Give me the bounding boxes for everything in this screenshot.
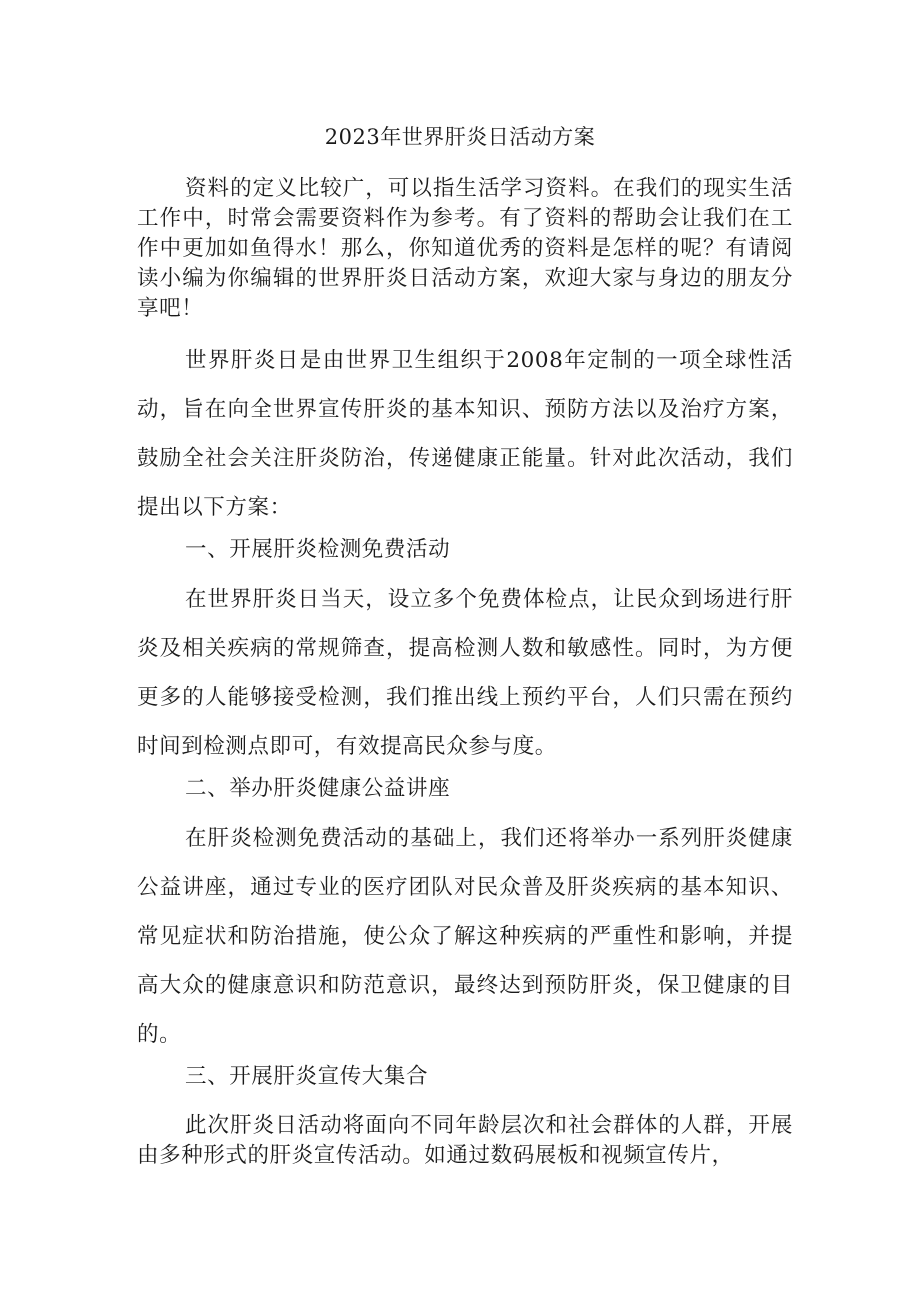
section-1-body: 在世界肝炎日当天，设立多个免费体检点，让民众到场进行肝炎及相关疾病的常规筛查，提高检测人数和敏感性。同时，为方便更多的人能够接受检测，我们推出线上预约平台，人们只需在预约时间到检测点即可，有效提高民众参与度。 [137,587,793,759]
section-1-heading: 一、开展肝炎检测免费活动 [185,537,451,562]
document-title: 2023年世界肝炎日活动方案 [324,125,596,149]
background-paragraph: 世界肝炎日是由世界卫生组织于2008年定制的一项全球性活动，旨在向全世界宣传肝炎的基本知识、预防方法以及治疗方案，鼓励全社会关注肝炎防治，传递健康正能量。针对此次活动，我们提出以下方案： [137,348,793,520]
section-3-body: 此次肝炎日活动将面向不同年龄层次和社会群体的人群，开展由多种形式的肝炎宣传活动。如通过数码展板和视频宣传片， [137,1113,793,1168]
section-2-heading: 二、举办肝炎健康公益讲座 [185,776,451,801]
intro-paragraph: 资料的定义比较广，可以指生活学习资料。在我们的现实生活工作中，时常会需要资料作为参考。有了资料的帮助会让我们在工作中更加如鱼得水！那么，你知道优秀的资料是怎样的呢？有请阅读小编为你编辑的世界肝炎日活动方案，欢迎大家与身边的朋友分享吧！ [137,176,793,321]
section-2-body: 在肝炎检测免费活动的基础上，我们还将举办一系列肝炎健康公益讲座，通过专业的医疗团队对民众普及肝炎疾病的基本知识、常见症状和防治措施，使公众了解这种疾病的严重性和影响，并提高大众的健康意识和防范意识，最终达到预防肝炎，保卫健康的目的。 [137,826,793,1047]
section-3-heading: 三、开展肝炎宣传大集合 [185,1064,429,1089]
